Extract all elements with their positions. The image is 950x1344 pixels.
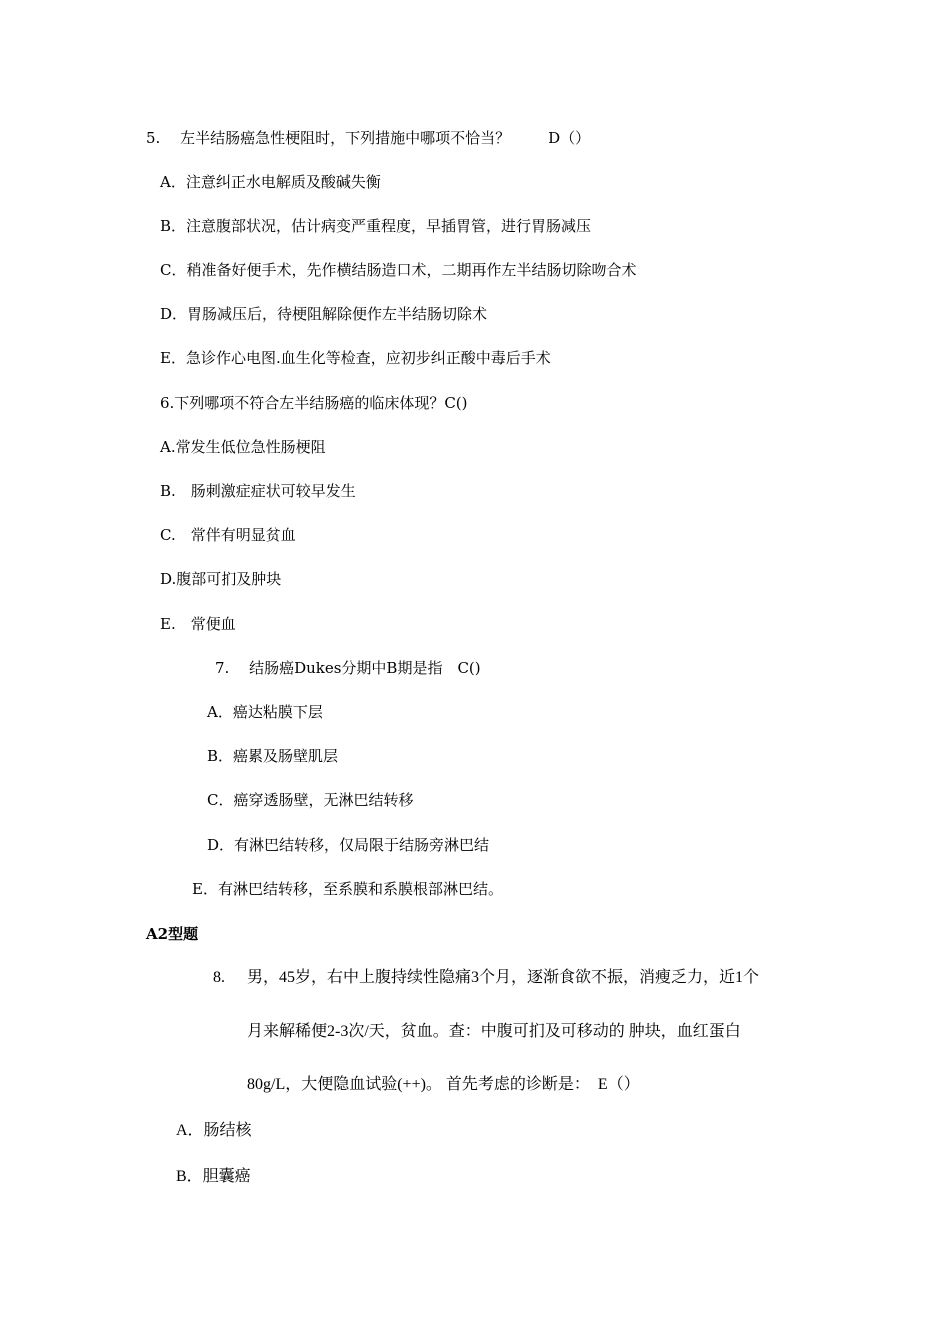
question-6-option-d: D.腹部可扪及肿块 xyxy=(160,570,282,588)
question-7-option-a: A．癌达粘膜下层 xyxy=(207,703,323,721)
question-5-option-e: E．急诊作心电图.血生化等检查，应初步纠正酸中毒后手术 xyxy=(160,349,551,367)
question-5-option-a: A．注意纠正水电解质及酸碱失衡 xyxy=(160,173,381,191)
question-7-option-d: D．有淋巴结转移，仅局限于结肠旁淋巴结 xyxy=(207,836,490,854)
question-5-option-b: B．注意腹部状况，估计病变严重程度，早插胃管，进行胃肠减压 xyxy=(160,217,592,235)
question-5-option-d: D．胃肠减压后，待梗阻解除便作左半结肠切除术 xyxy=(160,305,488,323)
question-5-option-c: C．稍准备好便手术，先作横结肠造口术，二期再作左半结肠切除吻合术 xyxy=(160,261,637,279)
section-heading-a2: A2型题 xyxy=(146,925,199,943)
question-5-stem xyxy=(146,128,590,148)
question-8-line-3: 80g/L，大便隐血试验(++)。 首先考虑的诊断是： E（） xyxy=(247,1076,640,1093)
question-6-option-b: B. 肠刺激症症状可较早发生 xyxy=(160,482,356,500)
question-7-option-c: C．癌穿透肠壁，无淋巴结转移 xyxy=(207,791,414,809)
question-5-text: 5. 左半结肠癌急性梗阻时，下列措施中哪项不恰当？ xyxy=(146,129,511,147)
question-8-number: 8. xyxy=(213,969,225,986)
question-7-option-b: B．癌累及肠壁肌层 xyxy=(207,747,339,765)
question-6-option-c: C. 常伴有明显贫血 xyxy=(160,526,296,544)
question-5-answer: D（） xyxy=(548,129,591,147)
question-7-stem: 7. 结肠癌Dukes分期中B期是指 C() xyxy=(215,659,481,677)
question-8-line-2: 月来解稀便2-3次/天，贫血。查：中腹可扪及可移动的 肿块，血红蛋白 xyxy=(247,1023,741,1040)
question-6-option-e: E. 常便血 xyxy=(160,615,236,633)
question-6-option-a: A.常发生低位急性肠梗阻 xyxy=(160,438,326,456)
question-8-option-a: A．肠结核 xyxy=(176,1122,252,1139)
question-7-option-e: E．有淋巴结转移，至系膜和系膜根部淋巴结。 xyxy=(192,880,503,898)
question-8-line-1: 男，45岁，右中上腹持续性隐痛3个月，逐渐食欲不振，消瘦乏力，近1个 xyxy=(247,969,760,986)
question-8-option-b: B．胆囊癌 xyxy=(176,1168,251,1185)
question-6-stem: 6.下列哪项不符合左半结肠癌的临床体现？C() xyxy=(160,394,468,412)
